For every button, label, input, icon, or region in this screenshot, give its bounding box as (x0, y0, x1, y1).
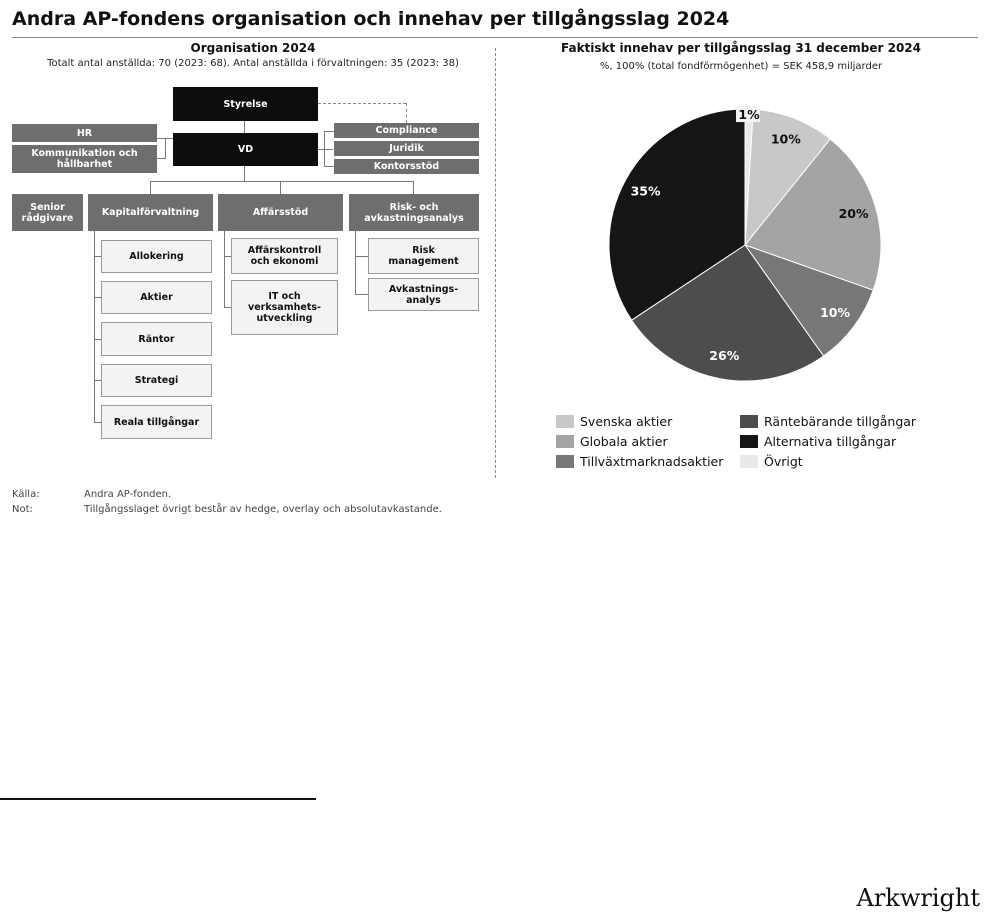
connector (94, 339, 101, 340)
connector (94, 380, 101, 381)
pie-data-label: 10% (770, 131, 801, 147)
holdings-subtitle: %, 100% (total fondförmögenhet) = SEK 458,9 miljarder (599, 61, 883, 72)
pie-data-label: 35% (630, 183, 661, 199)
org-title: Organisation 2024 (190, 41, 316, 55)
note-label: Not: (12, 504, 33, 515)
vd-box: VD (173, 133, 318, 166)
legend-label: Alternativa tillgångar (764, 434, 897, 449)
kapital-unit: Aktier (101, 281, 212, 314)
note-text: Tillgångsslaget övrigt består av hedge, overlay och absolutavkastande. (84, 504, 442, 515)
styrelse-box: Styrelse (173, 87, 318, 121)
main-title: Andra AP-fondens organisation och innehav per tillgångsslag 2024 (12, 8, 730, 30)
dashed-connector (406, 103, 407, 123)
connector (244, 166, 245, 182)
legend-item (556, 434, 668, 449)
pie-legend (556, 414, 976, 474)
pie-chart (600, 100, 890, 390)
senior-radgivare-box: Senior rådgivare (12, 194, 83, 231)
connector (280, 181, 281, 194)
connector (355, 294, 368, 295)
connector (355, 256, 368, 257)
legend-item (740, 434, 896, 449)
kapital-unit: Reala tillgångar (101, 405, 212, 439)
connector (224, 231, 225, 308)
kapital-unit: Räntor (101, 322, 212, 356)
legend-swatch (556, 435, 574, 448)
section-divider (495, 48, 496, 478)
connector (224, 256, 231, 257)
connector (324, 166, 334, 167)
connector (317, 149, 333, 150)
connector (94, 256, 101, 257)
dashed-connector (318, 103, 406, 104)
holdings-title: Faktiskt innehav per tillgångsslag 31 december 2024 (560, 41, 921, 55)
connector (94, 297, 101, 298)
affar-unit: Affärskontroll och ekonomi (231, 238, 338, 274)
pie-data-label: 26% (709, 347, 740, 363)
kapitalforvaltning-box: Kapitalförvaltning (88, 194, 213, 231)
connector (413, 181, 414, 194)
juridik-box: Juridik (334, 141, 479, 156)
kapital-unit: Strategi (101, 364, 212, 397)
pie-data-label: 1% (738, 107, 760, 123)
connector (157, 158, 166, 159)
legend-item (740, 414, 916, 429)
legend-label: Tillväxtmarknadsaktier (580, 454, 724, 469)
legend-label: Svenska aktier (580, 414, 673, 429)
risk-unit: Avkastnings- analys (368, 278, 479, 311)
connector (244, 121, 245, 133)
pie-data-label: 10% (820, 305, 851, 321)
connector (324, 131, 334, 132)
connector (224, 307, 231, 308)
legend-swatch (556, 415, 574, 428)
connector (355, 231, 356, 295)
connector (150, 181, 414, 182)
affarsstod-box: Affärsstöd (218, 194, 343, 231)
kapital-unit: Allokering (101, 240, 212, 273)
legend-label: Räntebärande tillgångar (764, 414, 917, 429)
connector (94, 231, 95, 422)
connector (165, 138, 166, 159)
connector (324, 131, 325, 167)
risk-avkastning-box: Risk- och avkastningsanalys (349, 194, 479, 231)
connector (150, 181, 151, 194)
legend-swatch (740, 455, 758, 468)
legend-item (740, 454, 803, 469)
org-subtitle: Totalt antal anställda: 70 (2023: 68). Antal anställda i förvaltningen: 35 (2023: 38) (47, 58, 459, 69)
compliance-box: Compliance (334, 123, 479, 138)
legend-swatch (556, 455, 574, 468)
source-label: Källa: (12, 489, 40, 500)
footnote-rule (0, 798, 316, 800)
source-text: Andra AP-fonden. (84, 489, 172, 500)
affar-unit: IT och verksamhets- utveckling (231, 280, 338, 335)
legend-item (556, 454, 723, 469)
legend-label: Globala aktier (580, 434, 668, 449)
legend-item (556, 414, 672, 429)
risk-unit: Risk management (368, 238, 479, 274)
brand-logo: Arkwright (856, 884, 980, 912)
kommunikation-box: Kommunikation och hållbarhet (12, 145, 157, 173)
legend-swatch (740, 435, 758, 448)
kontorsstod-box: Kontorsstöd (334, 159, 479, 174)
legend-label: Övrigt (764, 454, 803, 469)
hr-box: HR (12, 124, 157, 142)
pie-data-label: 20% (838, 206, 869, 222)
org-chart (0, 0, 495, 480)
legend-swatch (740, 415, 758, 428)
connector (94, 422, 101, 423)
